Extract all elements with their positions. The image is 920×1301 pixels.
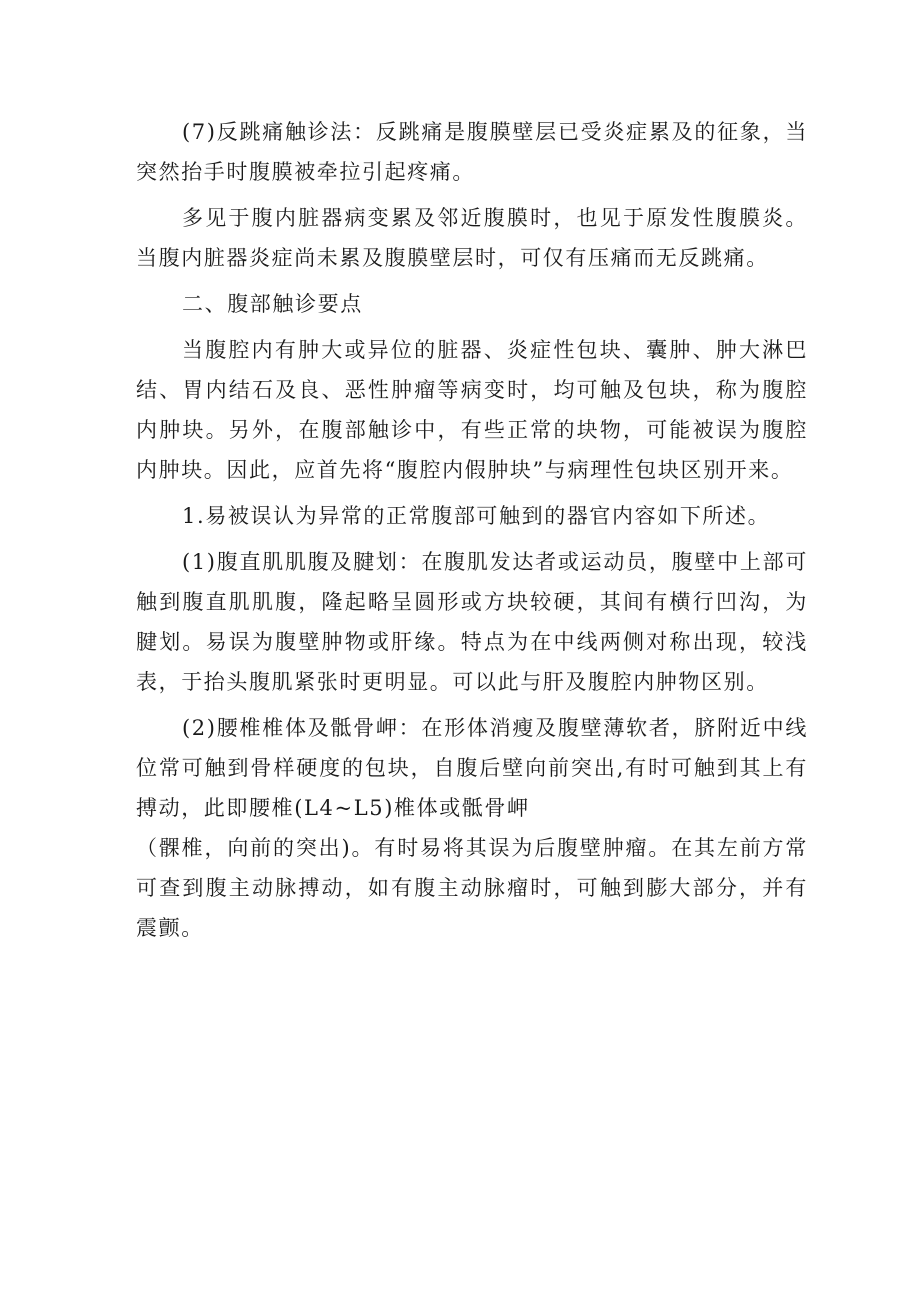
paragraph-lumbar-vertebra-continued: （髁椎，向前的突出)。有时易将其误为后腹壁肿瘤。在其左前方常可查到腹主动脉搏动，如有腹主动脉瘤时，可触到膨大部分，并有震颤。 — [136, 836, 808, 940]
paragraph-abdominal-mass: 当腹腔内有肿大或异位的脏器、炎症性包块、囊肿、肿大淋巴结、胃内结石及良、恶性肿瘤等病变时，均可触及包块，称为腹腔内肿块。另外，在腹部触诊中，有些正常的块物，可能被误为腹腔内肿块。因此，应首先将“腹腔内假肿块”与病理性包块区别开来。 — [136, 338, 808, 482]
paragraph-peritoneum-involvement: 多见于腹内脏器病变累及邻近腹膜时，也见于原发性腹膜炎。当腹内脏器炎症尚未累及腹膜壁层时，可仅有压痛而无反跳痛。 — [136, 206, 808, 270]
paragraph-normal-organs-list: 1.易被误认为异常的正常腹部可触到的器官内容如下所述。 — [182, 504, 771, 528]
paragraph-lumbar-vertebra: (2)腰椎椎体及骶骨岬：在形体消瘦及腹壁薄软者，脐附近中线位常可触到骨样硬度的包块，自腹后壁向前突出,有时可触到其上有搏动，此即腰椎(L4~L5)椎体或骶骨岬 — [136, 716, 808, 820]
document-body — [136, 112, 808, 954]
paragraph-rebound-tenderness: (7)反跳痛触诊法：反跳痛是腹膜壁层已受炎症累及的征象，当突然抬手时腹膜被牵拉引起疼痛。 — [136, 120, 808, 184]
paragraph-rectus-abdominis: (1)腹直肌肌腹及腱划：在腹肌发达者或运动员，腹壁中上部可触到腹直肌肌腹，隆起略呈圆形或方块较硬，其间有横行凹沟，为腱划。易误为腹壁肿物或肝缘。特点为在中线两侧对称出现，较浅表，于抬头腹肌紧张时更明显。可以此与肝及腹腔内肿物区别。 — [136, 550, 808, 694]
section-heading-palpation-points: 二、腹部触诊要点 — [182, 292, 363, 316]
